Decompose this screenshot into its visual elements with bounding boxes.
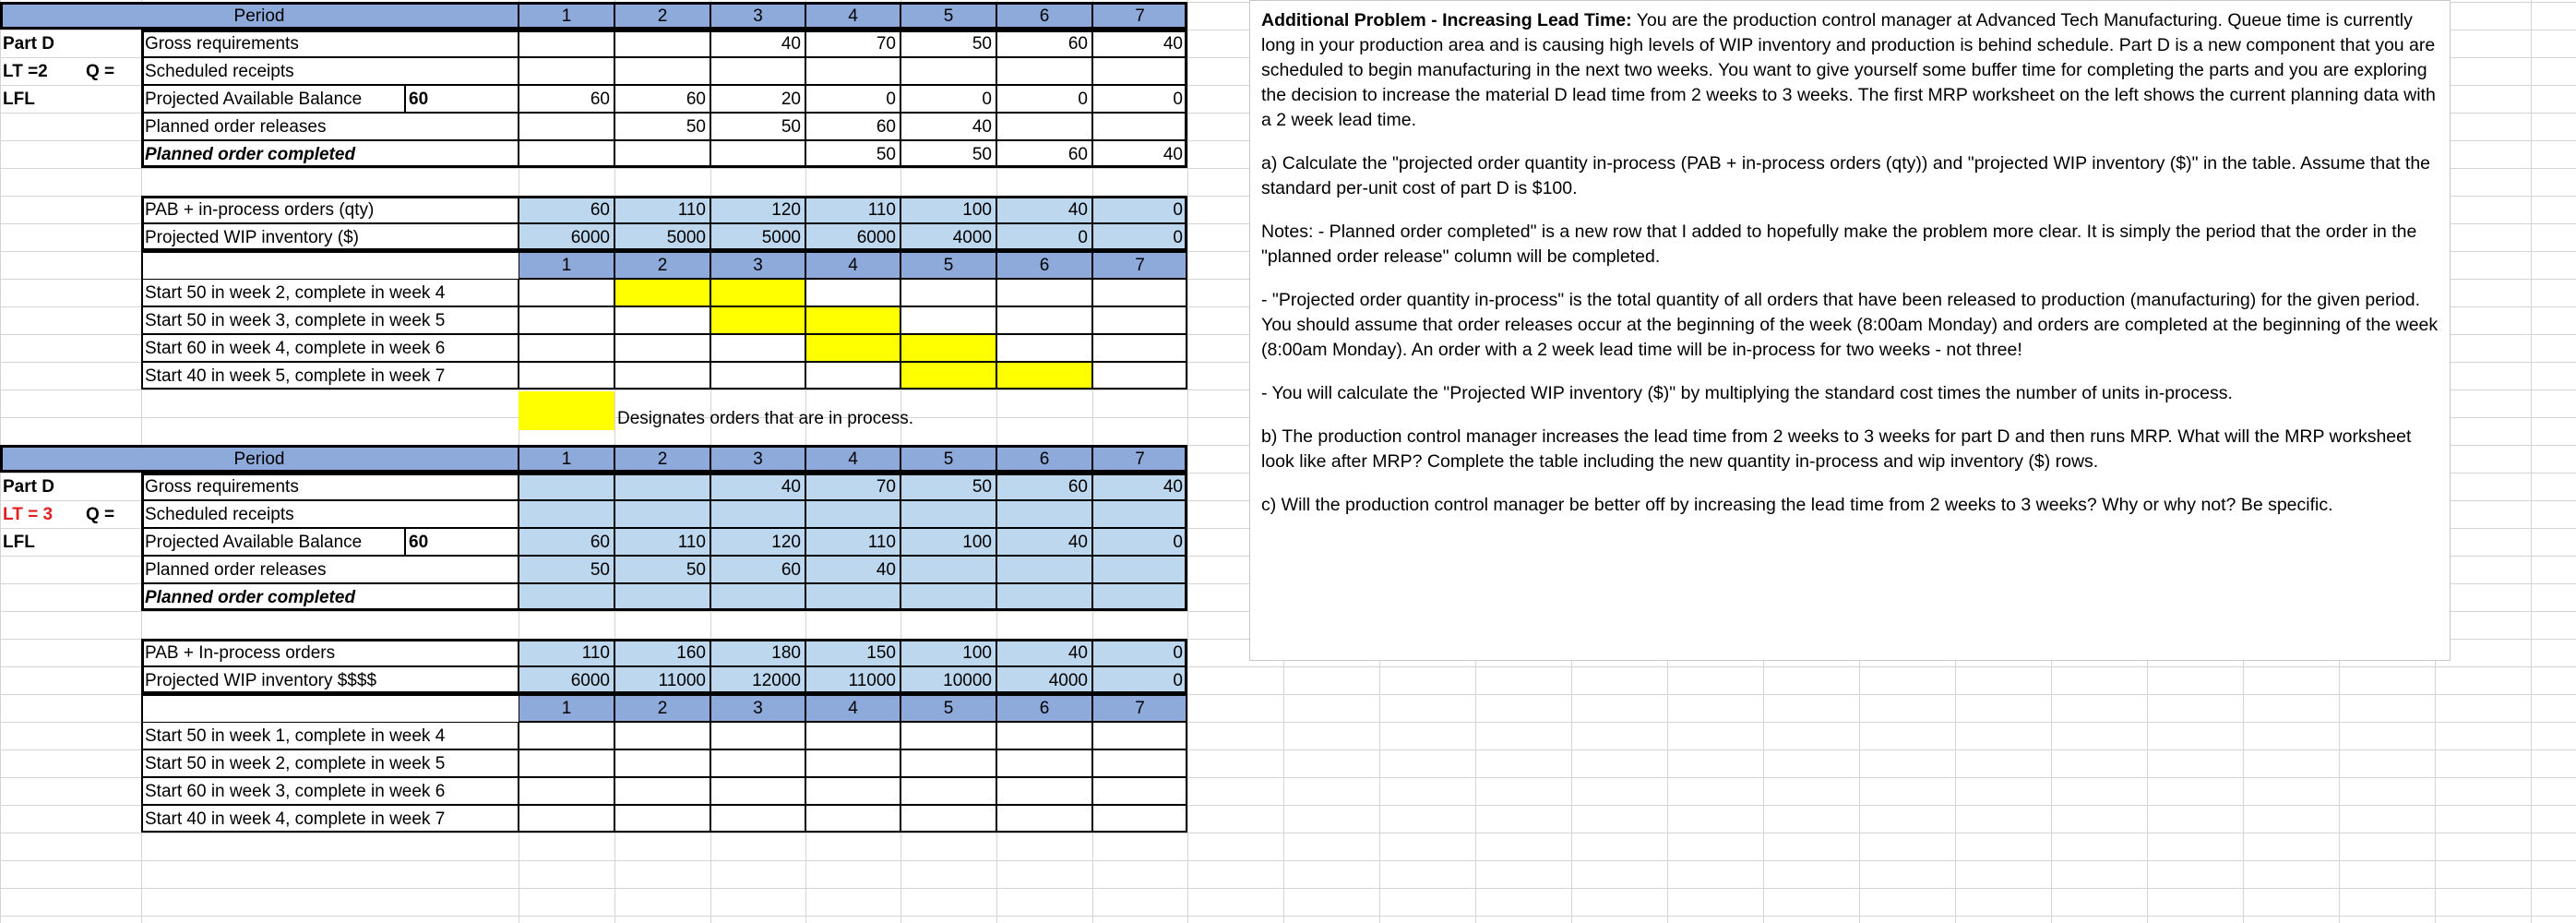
- order-cell[interactable]: [710, 805, 805, 833]
- lot-method-label[interactable]: LFL: [3, 89, 35, 109]
- order-description[interactable]: Start 60 in week 3, complete in week 6: [141, 777, 519, 805]
- period-header-label[interactable]: Period: [0, 445, 519, 473]
- mrp-value[interactable]: 100: [900, 528, 996, 556]
- order-cell[interactable]: [519, 279, 614, 306]
- inprocess-value[interactable]: 12000: [710, 666, 805, 694]
- order-cell[interactable]: [900, 279, 996, 306]
- mrp-value[interactable]: [900, 57, 996, 85]
- mrp-value[interactable]: [805, 583, 900, 611]
- mrp-value[interactable]: 0: [900, 85, 996, 113]
- inprocess-value[interactable]: 110: [614, 196, 710, 223]
- inprocess-value[interactable]: 4000: [996, 666, 1092, 694]
- mrp-value[interactable]: 50: [805, 140, 900, 168]
- mrp-value[interactable]: 40: [900, 113, 996, 140]
- mrp-value[interactable]: [1092, 556, 1187, 583]
- mrp-value[interactable]: [614, 500, 710, 528]
- order-cell[interactable]: [805, 722, 900, 749]
- period-3-header[interactable]: 3: [710, 445, 805, 473]
- problem-part-a: a) Calculate the "projected order quantity in-process (PAB + in-process orders (qty)) and "projected WIP inventory ($)" in the table. Assume that the standard per-unit cost of part D is $100.: [1261, 153, 2431, 198]
- mrp-value[interactable]: 60: [710, 556, 805, 583]
- mrp-value[interactable]: 70: [805, 30, 900, 57]
- mrp-value[interactable]: [710, 140, 805, 168]
- mrp-value[interactable]: [519, 473, 614, 500]
- mrp-value[interactable]: 60: [519, 528, 614, 556]
- order-cell[interactable]: [519, 777, 614, 805]
- mrp-value[interactable]: [900, 556, 996, 583]
- mrp-value[interactable]: 50: [519, 556, 614, 583]
- mrp-value[interactable]: 70: [805, 473, 900, 500]
- mrp-value[interactable]: 60: [996, 473, 1092, 500]
- mrp-value[interactable]: 50: [614, 556, 710, 583]
- mrp-value[interactable]: 0: [805, 85, 900, 113]
- period-7-header[interactable]: 7: [1092, 2, 1187, 30]
- period-4-subheader[interactable]: 4: [805, 251, 900, 279]
- mrp-value[interactable]: [710, 57, 805, 85]
- order-cell[interactable]: [519, 722, 614, 749]
- order-cell[interactable]: [519, 306, 614, 334]
- order-description[interactable]: Start 50 in week 3, complete in week 5: [141, 306, 519, 334]
- period-2-header[interactable]: 2: [614, 2, 710, 30]
- mrp-value[interactable]: [519, 57, 614, 85]
- order-cell[interactable]: [710, 777, 805, 805]
- gridline: [0, 916, 2576, 917]
- period-5-subheader[interactable]: 5: [900, 694, 996, 722]
- inprocess-value[interactable]: 0: [1092, 666, 1187, 694]
- mrp-value[interactable]: [805, 57, 900, 85]
- mrp-value[interactable]: 60: [519, 85, 614, 113]
- row-label[interactable]: Planned order completed: [141, 140, 519, 168]
- mrp-value[interactable]: [614, 583, 710, 611]
- order-cell[interactable]: [805, 805, 900, 833]
- order-cell[interactable]: [900, 306, 996, 334]
- order-cell[interactable]: [1092, 306, 1187, 334]
- lead-time-label[interactable]: LT = 3: [3, 504, 54, 524]
- order-description[interactable]: Start 40 in week 5, complete in week 7: [141, 362, 519, 390]
- inprocess-value[interactable]: 60: [519, 196, 614, 223]
- order-cell[interactable]: [1092, 749, 1187, 777]
- mrp-value[interactable]: [996, 500, 1092, 528]
- mrp-value[interactable]: [996, 556, 1092, 583]
- lead-time-label[interactable]: LT =2: [3, 61, 48, 81]
- mrp-value[interactable]: [1092, 57, 1187, 85]
- order-description[interactable]: Start 50 in week 2, complete in week 5: [141, 749, 519, 777]
- period-2-subheader[interactable]: 2: [614, 694, 710, 722]
- order-cell[interactable]: [614, 334, 710, 362]
- order-cell[interactable]: [900, 749, 996, 777]
- period-4-header[interactable]: 4: [805, 445, 900, 473]
- period-6-header[interactable]: 6: [996, 445, 1092, 473]
- mrp-value[interactable]: 40: [1092, 30, 1187, 57]
- inprocess-value[interactable]: 110: [519, 639, 614, 666]
- period-5-subheader[interactable]: 5: [900, 251, 996, 279]
- problem-part-b: b) The production control manager increases the lead time from 2 weeks to 3 weeks for part D and then runs MRP. What will the MRP worksheet look like after MRP? Complete the table including the new quantity in-process and wip inventory ($) rows.: [1261, 426, 2412, 472]
- period-7-header[interactable]: 7: [1092, 445, 1187, 473]
- mrp-value[interactable]: 120: [710, 528, 805, 556]
- problem-title: Additional Problem - Increasing Lead Time:: [1261, 10, 1632, 30]
- gridline: [2531, 0, 2532, 923]
- inprocess-value[interactable]: 11000: [614, 666, 710, 694]
- order-cell[interactable]: [519, 334, 614, 362]
- problem-note-2: - "Projected order quantity in-process" is the total quantity of all orders that have been released to production (manufacturing) for the given period. You should assume that order releases occur at the beginning of the week (8:00am Monday) and orders are completed at the beginning of the week (8:00am Monday). An order with a 2 week lead time will be in-process for two weeks - not three!: [1261, 290, 2439, 360]
- period-6-subheader[interactable]: 6: [996, 694, 1092, 722]
- mrp-value[interactable]: [519, 583, 614, 611]
- order-cell[interactable]: [614, 777, 710, 805]
- order-cell[interactable]: [996, 805, 1092, 833]
- gridline: [0, 860, 2576, 861]
- order-cell[interactable]: [710, 722, 805, 749]
- gridline: [1187, 0, 1188, 923]
- order-cell[interactable]: [996, 777, 1092, 805]
- mrp-value[interactable]: [519, 30, 614, 57]
- order-cell[interactable]: [1092, 805, 1187, 833]
- lot-method-label[interactable]: LFL: [3, 532, 35, 552]
- mrp-value[interactable]: [996, 57, 1092, 85]
- inprocess-value[interactable]: 0: [1092, 223, 1187, 251]
- period-2-subheader[interactable]: 2: [614, 251, 710, 279]
- lot-qty-label[interactable]: Q =: [86, 504, 115, 524]
- mrp-value[interactable]: 20: [710, 85, 805, 113]
- problem-text-box: [1249, 0, 2451, 661]
- period-header-label[interactable]: Period: [0, 2, 519, 30]
- order-cell[interactable]: [900, 805, 996, 833]
- order-cell[interactable]: [710, 749, 805, 777]
- mrp-value[interactable]: 60: [996, 140, 1092, 168]
- row-label[interactable]: Gross requirements: [141, 30, 519, 57]
- inprocess-value[interactable]: 0: [1092, 196, 1187, 223]
- inprocess-value[interactable]: 4000: [900, 223, 996, 251]
- period-7-subheader[interactable]: 7: [1092, 251, 1187, 279]
- part-label[interactable]: Part D: [3, 476, 54, 497]
- mrp-value[interactable]: [519, 500, 614, 528]
- row-label[interactable]: Scheduled receipts: [141, 500, 519, 528]
- problem-notes: Notes: - Planned order completed" is a new row that I added to hopefully make the problem more clear. It is simply the period that the order in the "planned order release" column will be completed.: [1261, 222, 2417, 267]
- legend-label[interactable]: Designates orders that are in process.: [617, 408, 914, 428]
- in-process-marker[interactable]: [805, 334, 900, 362]
- inprocess-row-label[interactable]: PAB + in-process orders (qty): [141, 196, 519, 223]
- mrp-value[interactable]: 50: [900, 140, 996, 168]
- period-5-header[interactable]: 5: [900, 2, 996, 30]
- mrp-value[interactable]: [519, 140, 614, 168]
- order-cell[interactable]: [614, 722, 710, 749]
- mrp-value[interactable]: 110: [805, 528, 900, 556]
- mrp-value[interactable]: 40: [1092, 140, 1187, 168]
- mrp-value[interactable]: [996, 113, 1092, 140]
- row-label[interactable]: Gross requirements: [141, 473, 519, 500]
- period-3-subheader[interactable]: 3: [710, 694, 805, 722]
- mrp-value[interactable]: 40: [805, 556, 900, 583]
- order-cell[interactable]: [519, 805, 614, 833]
- mrp-value[interactable]: 40: [996, 528, 1092, 556]
- inprocess-value[interactable]: 6000: [519, 666, 614, 694]
- inprocess-value[interactable]: 5000: [614, 223, 710, 251]
- inprocess-value[interactable]: 40: [996, 196, 1092, 223]
- problem-intro: You are the production control manager at Advanced Tech Manufacturing. Queue time is currently long in your production area and is causing high levels of WIP inventory and production is behind schedule. Part D is a new component that you are scheduled to begin manufacturing in the next two weeks. You want to give yourself some buffer time for completing the parts and you are exploring the decision to increase the material D lead time from 2 weeks to 3 weeks. The first MRP worksheet on the left shows the current planning data with a 2 week lead time.: [1261, 10, 2436, 130]
- mrp-value[interactable]: [710, 583, 805, 611]
- period-3-subheader[interactable]: 3: [710, 251, 805, 279]
- inprocess-value[interactable]: 6000: [805, 223, 900, 251]
- inprocess-value[interactable]: 150: [805, 639, 900, 666]
- order-cell[interactable]: [1092, 777, 1187, 805]
- row-label[interactable]: Planned order releases: [141, 113, 519, 140]
- order-cell[interactable]: [996, 334, 1092, 362]
- on-hand-value[interactable]: 60: [405, 85, 519, 113]
- mrp-value[interactable]: 50: [710, 113, 805, 140]
- inprocess-value[interactable]: 180: [710, 639, 805, 666]
- order-description[interactable]: Start 60 in week 4, complete in week 6: [141, 334, 519, 362]
- in-process-marker[interactable]: [710, 306, 805, 334]
- period-1-subheader[interactable]: 1: [519, 694, 614, 722]
- order-cell[interactable]: [519, 749, 614, 777]
- order-cell[interactable]: [900, 777, 996, 805]
- mrp-value[interactable]: 40: [710, 473, 805, 500]
- order-cell[interactable]: [805, 777, 900, 805]
- problem-note-3: - You will calculate the "Projected WIP inventory ($)" by multiplying the standard cost times the number of units in-process.: [1261, 383, 2233, 403]
- order-description[interactable]: Start 40 in week 4, complete in week 7: [141, 805, 519, 833]
- period-3-header[interactable]: 3: [710, 2, 805, 30]
- mrp-value[interactable]: 0: [996, 85, 1092, 113]
- inprocess-value[interactable]: 120: [710, 196, 805, 223]
- mrp-value[interactable]: [1092, 583, 1187, 611]
- mrp-value[interactable]: [900, 583, 996, 611]
- period-1-header[interactable]: 1: [519, 445, 614, 473]
- mrp-value[interactable]: [996, 583, 1092, 611]
- period-7-subheader[interactable]: 7: [1092, 694, 1187, 722]
- in-process-marker[interactable]: [805, 306, 900, 334]
- period-4-header[interactable]: 4: [805, 2, 900, 30]
- inprocess-value[interactable]: 100: [900, 196, 996, 223]
- mrp-value[interactable]: 110: [614, 528, 710, 556]
- mrp-value[interactable]: 50: [900, 30, 996, 57]
- row-label[interactable]: Scheduled receipts: [141, 57, 519, 85]
- mrp-value[interactable]: 40: [1092, 473, 1187, 500]
- period-6-header[interactable]: 6: [996, 2, 1092, 30]
- period-5-header[interactable]: 5: [900, 445, 996, 473]
- order-cell[interactable]: [519, 362, 614, 390]
- mrp-value[interactable]: [710, 500, 805, 528]
- in-process-marker[interactable]: [996, 362, 1092, 390]
- inprocess-value[interactable]: 0: [1092, 639, 1187, 666]
- order-cell[interactable]: [710, 362, 805, 390]
- period-2-header[interactable]: 2: [614, 445, 710, 473]
- mrp-value[interactable]: 0: [1092, 85, 1187, 113]
- order-cell[interactable]: [1092, 279, 1187, 306]
- inprocess-row-label[interactable]: PAB + In-process orders: [141, 639, 519, 666]
- mrp-value[interactable]: [614, 57, 710, 85]
- part-label[interactable]: Part D: [3, 33, 54, 54]
- inprocess-value[interactable]: 6000: [519, 223, 614, 251]
- inprocess-value[interactable]: 10000: [900, 666, 996, 694]
- gridline: [0, 888, 2576, 889]
- row-label[interactable]: Projected Available Balance: [141, 85, 405, 113]
- mrp-value[interactable]: 50: [614, 113, 710, 140]
- mrp-value[interactable]: [1092, 113, 1187, 140]
- mrp-value[interactable]: [614, 30, 710, 57]
- mrp-value[interactable]: [519, 113, 614, 140]
- order-cell[interactable]: [996, 749, 1092, 777]
- mrp-value[interactable]: 40: [710, 30, 805, 57]
- period-4-subheader[interactable]: 4: [805, 694, 900, 722]
- period-1-header[interactable]: 1: [519, 2, 614, 30]
- inprocess-value[interactable]: 5000: [710, 223, 805, 251]
- inprocess-value[interactable]: 100: [900, 639, 996, 666]
- on-hand-value[interactable]: 60: [405, 528, 519, 556]
- order-cell[interactable]: [805, 362, 900, 390]
- row-label[interactable]: Planned order completed: [141, 583, 519, 611]
- order-cell[interactable]: [805, 279, 900, 306]
- mrp-value[interactable]: 60: [996, 30, 1092, 57]
- in-process-marker[interactable]: [710, 279, 805, 306]
- mrp-value[interactable]: [614, 140, 710, 168]
- in-process-marker[interactable]: [900, 362, 996, 390]
- order-cell[interactable]: [996, 279, 1092, 306]
- gridline: [0, 694, 2576, 695]
- order-cell[interactable]: [1092, 362, 1187, 390]
- lot-qty-label[interactable]: Q =: [86, 61, 115, 81]
- in-process-marker[interactable]: [614, 279, 710, 306]
- mrp-value[interactable]: 60: [614, 85, 710, 113]
- mrp-value[interactable]: [900, 500, 996, 528]
- inprocess-row-label[interactable]: Projected WIP inventory ($): [141, 223, 519, 251]
- period-6-subheader[interactable]: 6: [996, 251, 1092, 279]
- inprocess-row-label[interactable]: Projected WIP inventory $$$$: [141, 666, 519, 694]
- order-cell[interactable]: [710, 334, 805, 362]
- period-1-subheader[interactable]: 1: [519, 251, 614, 279]
- mrp-value[interactable]: [805, 500, 900, 528]
- mrp-value[interactable]: 60: [805, 113, 900, 140]
- mrp-value[interactable]: 0: [1092, 528, 1187, 556]
- order-description[interactable]: Start 50 in week 2, complete in week 4: [141, 279, 519, 306]
- order-cell[interactable]: [614, 805, 710, 833]
- inprocess-value[interactable]: 0: [996, 223, 1092, 251]
- mrp-value[interactable]: [1092, 500, 1187, 528]
- row-label[interactable]: Projected Available Balance: [141, 528, 405, 556]
- inprocess-value[interactable]: 160: [614, 639, 710, 666]
- in-process-marker[interactable]: [900, 334, 996, 362]
- row-label[interactable]: Planned order releases: [141, 556, 519, 583]
- order-description[interactable]: Start 50 in week 1, complete in week 4: [141, 722, 519, 749]
- order-cell[interactable]: [1092, 722, 1187, 749]
- order-cell[interactable]: [1092, 334, 1187, 362]
- order-cell[interactable]: [614, 749, 710, 777]
- order-cell[interactable]: [996, 306, 1092, 334]
- order-cell[interactable]: [900, 722, 996, 749]
- problem-part-c: c) Will the production control manager be better off by increasing the lead time from 2 weeks to 3 weeks? Why or why not? Be specific.: [1261, 495, 2333, 515]
- mrp-value[interactable]: 50: [900, 473, 996, 500]
- order-cell[interactable]: [996, 722, 1092, 749]
- order-cell[interactable]: [614, 306, 710, 334]
- order-cell[interactable]: [614, 362, 710, 390]
- inprocess-value[interactable]: 11000: [805, 666, 900, 694]
- inprocess-value[interactable]: 40: [996, 639, 1092, 666]
- order-cell[interactable]: [805, 749, 900, 777]
- mrp-value[interactable]: [614, 473, 710, 500]
- inprocess-value[interactable]: 110: [805, 196, 900, 223]
- legend-swatch[interactable]: [519, 391, 614, 430]
